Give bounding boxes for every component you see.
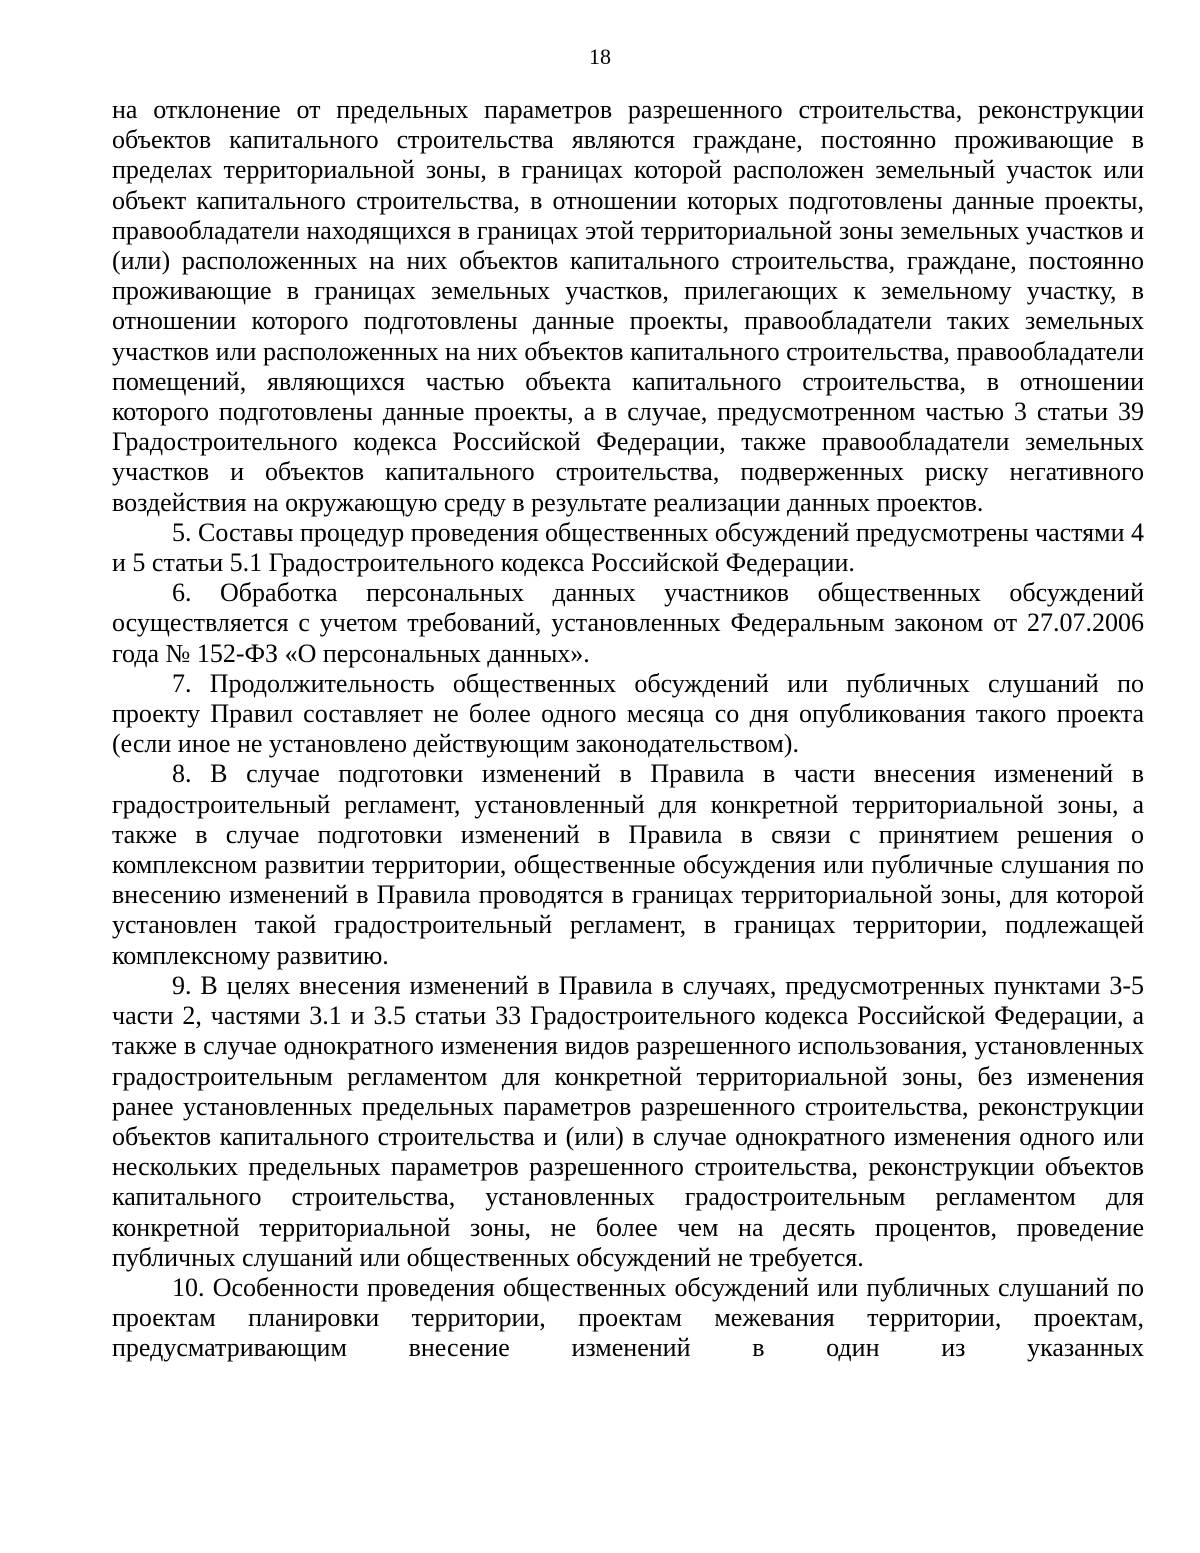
paragraph-item-10: 10. Особенности проведения общественных обсуждений или публичных слушаний по проектам планировки территории, проектам межевания территории, проектам, предусматривающим внесение изменений в один из указанных xyxy=(112,1272,1144,1363)
paragraph-item-7: 7. Продолжительность общественных обсуждений или публичных слушаний по проекту Правил составляет не более одного месяца со дня опубликования такого проекта (если иное не установлено действующим законодательством). xyxy=(112,668,1144,759)
paragraph-item-8: 8. В случае подготовки изменений в Правила в части внесения изменений в градостроительный регламент, установленный для конкретной территориальной зоны, а также в случае подготовки изменений в Правила в связи с принятием решения о комплексном развитии территории, общественные обсуждения или публичные слушания по внесению изменений в Правила проводятся в границах территориальной зоны, для которой установлен такой градостроительный регламент, в границах территории, подлежащей комплексному развитию. xyxy=(112,759,1144,970)
paragraph-continuation: на отклонение от предельных параметров разрешенного строительства, реконструкции объектов капитального строительства являются граждане, постоянно проживающие в пределах территориальной зоны, в границах которой расположен земельный участок или объект капитального строительства, в отношении которых подготовлены данные проекты, правообладатели находящихся в границах этой территориальной зоны земельных участков и (или) расположенных на них объектов капитального строительства, граждане, постоянно проживающие в границах земельных участков, прилегающих к земельному участку, в отношении которого подготовлены данные проекты, правообладатели таких земельных участков или расположенных на них объектов капитального строительства, правообладатели помещений, являющихся частью объекта капитального строительства, в отношении которого подготовлены данные проекты, а в случае, предусмотренном частью 3 статьи 39 Градостроительного кодекса Российской Федерации, также правообладатели земельных участков и объектов капитального строительства, подверженных риску негативного воздействия на окружающую среду в результате реализации данных проектов. xyxy=(112,95,1144,517)
paragraph-item-5: 5. Составы процедур проведения общественных обсуждений предусмотрены частями 4 и 5 статьи 5.1 Градостроительного кодекса Российской Федерации. xyxy=(112,517,1144,578)
page-number: 18 xyxy=(589,44,611,69)
document-body xyxy=(112,95,1144,1364)
paragraph-item-6: 6. Обработка персональных данных участников общественных обсуждений осуществляется с учетом требований, установленных Федеральным законом от 27.07.2006 года № 152-ФЗ «О персональных данных». xyxy=(112,578,1144,668)
paragraph-item-9: 9. В целях внесения изменений в Правила в случаях, предусмотренных пунктами 3-5 части 2, частями 3.1 и 3.5 статьи 33 Градостроительного кодекса Российской Федерации, а также в случае однократного изменения видов разрешенного использования, установленных градостроительным регламентом для конкретной территориальной зоны, без изменения ранее установленных предельных параметров разрешенного строительства, реконструкции объектов капитального строительства и (или) в случае однократного изменения одного или нескольких предельных параметров разрешенного строительства, реконструкции объектов капитального строительства, установленных градостроительным регламентом для конкретной территориальной зоны, не более чем на десять процентов, проведение публичных слушаний или общественных обсуждений не требуется. xyxy=(112,970,1144,1272)
